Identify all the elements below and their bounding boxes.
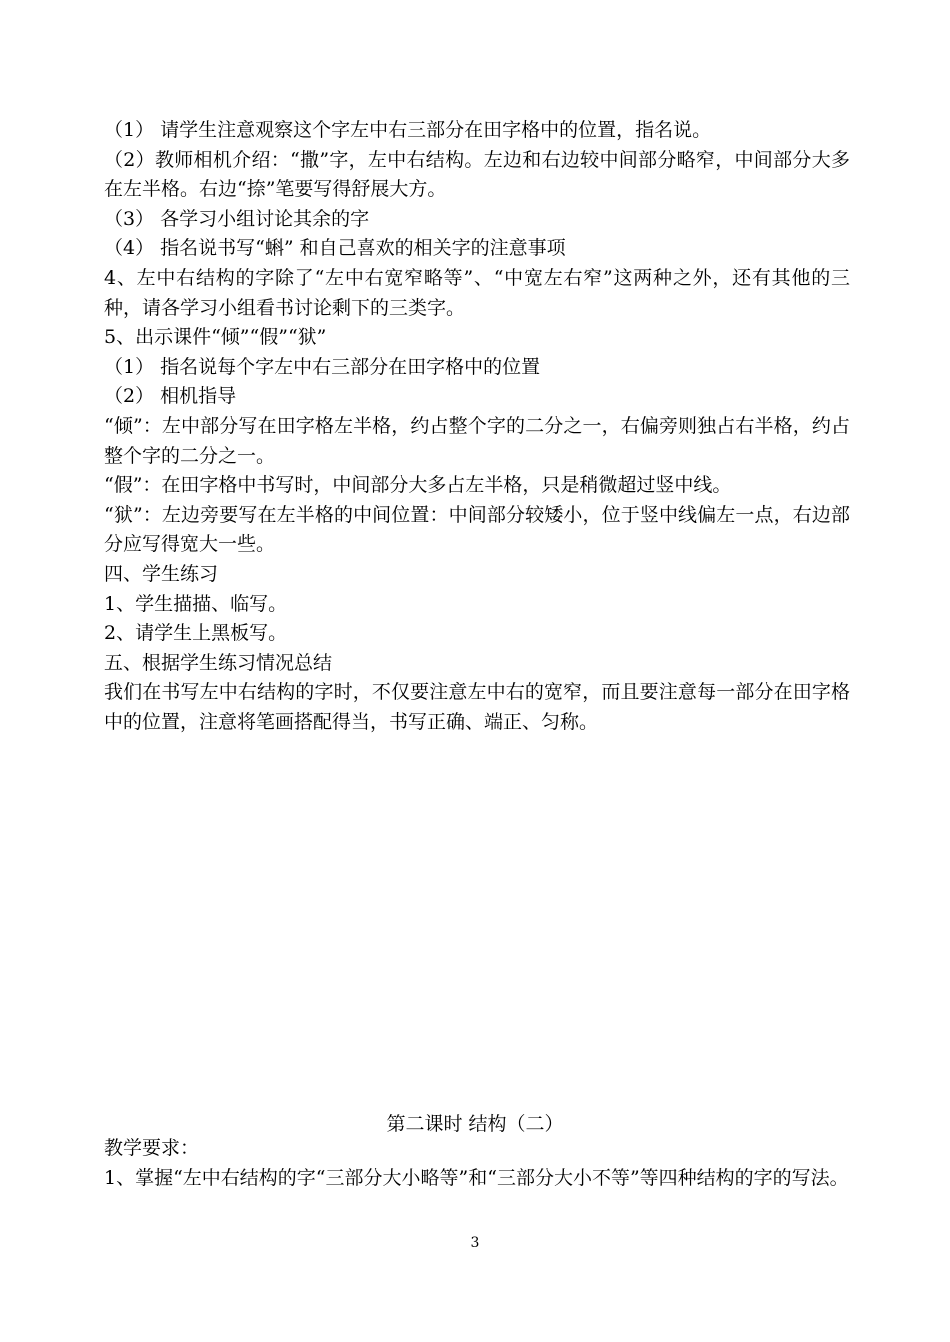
paragraph-requirements-label: 教学要求： — [104, 1137, 200, 1159]
paragraph-practice-heading: 四、学生练习 — [104, 562, 219, 585]
section-heading: 第二课时 结构（二） — [386, 1113, 564, 1135]
paragraph-show-courseware: 5、出示课件“倾”“假”“狱” — [104, 326, 327, 349]
paragraph-other-types: 4、左中右结构的字除了“左中右宽窄略等”、“中宽左右窄”这两种之外，还有其他的三种，请各学习小组看书讨论剩下的三类字。 — [104, 266, 850, 319]
paragraph-qing: “倾”：左中部分写在田字格左半格，约占整个字的二分之一，右偏旁则独占右半格，约占整个字的二分之一。 — [104, 414, 850, 467]
paragraph-positions: （1） 指名说每个字左中右三部分在田字格中的位置 — [104, 355, 541, 378]
page-number: 3 — [470, 1235, 480, 1251]
paragraph-yu: “狱”：左边旁要写在左半格的中间位置：中间部分较矮小，位于竖中线偏左一点，右边部分应写得宽大一些。 — [104, 503, 850, 556]
paragraph-jia: “假”：在田字格中书写时，中间部分大多占左半格，只是稍微超过竖中线。 — [104, 474, 732, 497]
paragraph-teacher-intro: （2）教师相机介绍：“撒”字，左中右结构。左边和右边较中间部分略窄，中间部分大多在左半格。右边“捺”笔要写得舒展大方。 — [104, 148, 850, 201]
paragraph-practice-1: 1、学生描描、临写。 — [104, 592, 288, 615]
paragraph-summary-heading: 五、根据学生练习情况总结 — [104, 651, 333, 674]
paragraph-writing-notes: （4） 指名说书写“蝌” 和自己喜欢的相关字的注意事项 — [104, 237, 566, 260]
paragraph-requirement-1: 1、掌握“左中右结构的字“三部分大小略等”和“三部分大小不等”等四种结构的字的写法。 — [104, 1166, 849, 1189]
paragraph-observe: （1） 请学生注意观察这个字左中右三部分在田字格中的位置，指名说。 — [104, 119, 712, 141]
section-body — [104, 1134, 850, 1193]
paragraph-guidance: （2） 相机指导 — [104, 385, 237, 408]
lesson-body — [104, 116, 850, 737]
paragraph-group-discuss: （3） 各学习小组讨论其余的字 — [104, 207, 370, 230]
paragraph-practice-2: 2、请学生上黑板写。 — [104, 622, 288, 645]
paragraph-summary: 我们在书写左中右结构的字时，不仅要注意左中右的宽窄，而且要注意每一部分在田字格中的位置，注意将笔画搭配得当，书写正确、端正、匀称。 — [104, 681, 850, 733]
